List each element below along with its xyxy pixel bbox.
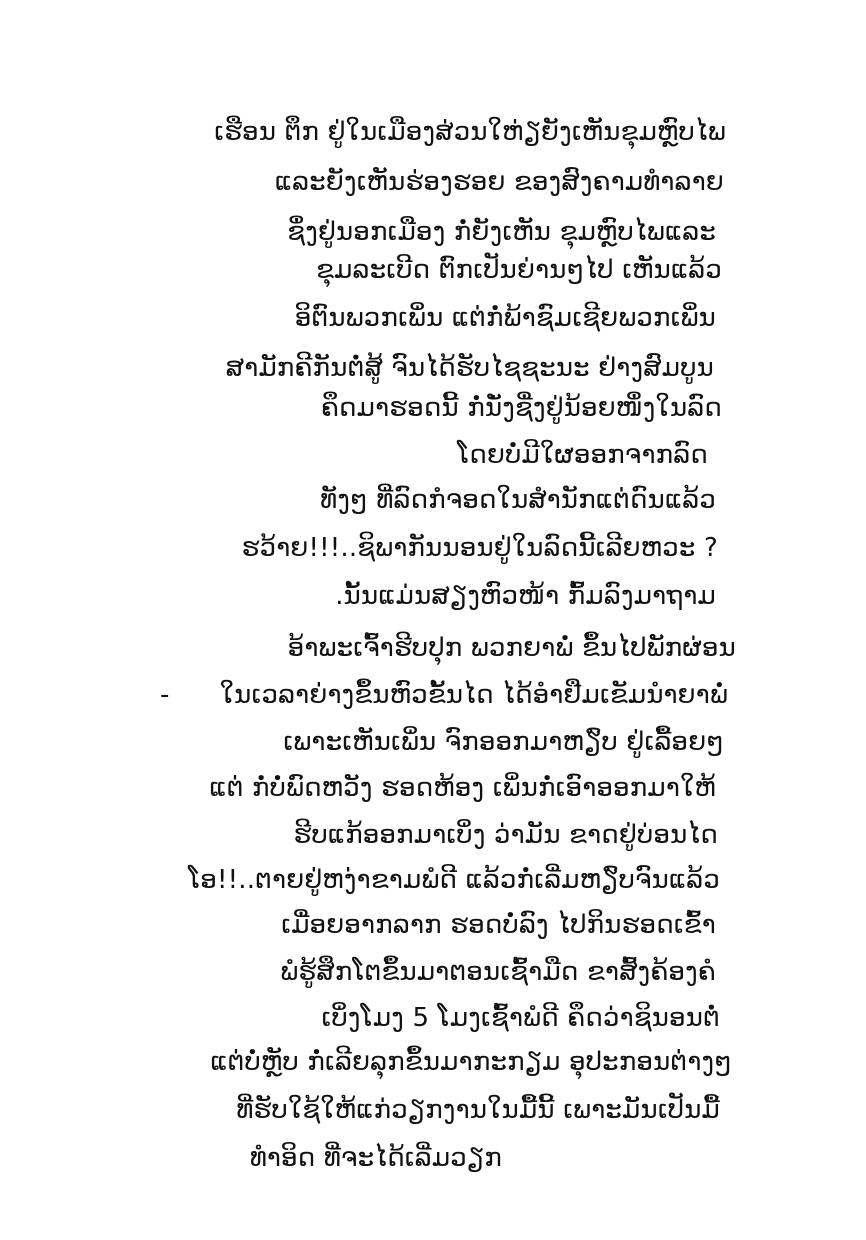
text-line: ຂຸມລະເບີດ ຕົກເປັນຍ່ານໆໄປ ເຫັນແລ້ວ <box>316 255 722 285</box>
text-line: ຮວ້າຍ!!!..ຊິພາກັນນອນຢູ່ໃນລົດນີ້ເລີຍຫວະ ? <box>241 533 718 563</box>
text-line: ຊຶ່ງຢູ່ນອກເມືອງ ກໍ່ຍັງເຫັນ ຂຸມຫຼົບໄພແລະ <box>287 217 716 247</box>
text-line: ສາມັກຄີກັນຕໍ່ສູ້ ຈົນໄດ້ຮັບໄຊຊະນະ ຢ່າງສົມບູນ <box>225 353 714 383</box>
text-line: ເບິ່ງໂມງ 5 ໂມງເຊົ້າພໍດີ ຄຶດວ່າຊິນອນຕໍ່ <box>321 1003 720 1033</box>
text-line: ໂດຍບໍ່ມີໃຜອອກຈາກລົດ <box>457 440 708 470</box>
text-line-with-dash <box>160 675 728 715</box>
text-line: ແຕ່ບໍ່ຫຼັບ ກໍ່ເລີຍລຸກຂຶ້ນມາກະກຽມ ອຸປະກອນຕ່າງໆ <box>210 1047 732 1077</box>
text-line: ໃນເວລາຍ່າງຂຶ້ນຫົວຂັ້ນໄດ ໄດ້ອຳຢືມເຂັມນຳຍາພໍ່ <box>219 680 728 710</box>
text-line: ອິຕົນພວກເພິ່ນ ແຕ່ກໍ່ພ້າຊົມເຊີຍພວກເພິ່ນ <box>294 303 716 333</box>
text-line: ພໍຮູ້ສຶກໂຕຂຶ້ນມາຕອນເຊົ້າມືດ ຂາສົ້ງຄ້ອງຄໍ <box>280 957 716 987</box>
text-line: ຮີບແກ້ອອກມາເບິ່ງ ວ່າມັນ ຂາດຢູ່ບ່ອນໄດ <box>293 820 718 850</box>
text-line: ແຕ່ ກໍ່ບໍ່ພົດຫວັງ ຮອດຫ້ອງ ເພິ່ນກໍ່ເອົາອອກມາໃຫ້ <box>209 773 716 803</box>
list-dash: - <box>160 680 170 710</box>
text-line: ເພາະເຫັນເພິ່ນ ຈົກອອກມາຫຽົບ ຢູ່ເລື້ອຍໆ <box>283 727 724 757</box>
text-line: ທີ່ຮັບໃຊ້ໃຫ້ແກ່ວຽກງານໃນມື້ນີ້ ເພາະມັນເປັນມື້ <box>236 1095 720 1125</box>
text-line: ໂອ!!..ຕາຍຢູ່ຫງ່າຂາມພໍດີ ແລ້ວກໍ່ເລີ່ມຫຽົບຈົນແລ້ວ <box>188 865 720 895</box>
text-line: ທຳອິດ ທີ່ຈະໄດ້ເລີ່ມວຽກ <box>249 1143 502 1173</box>
text-line: ແລະຍັງເຫັນຮ່ອງຮອຍ ຂອງສົງຄາມທຳລາຍ <box>274 167 724 197</box>
text-line: ຄຶດມາຮອດນີ້ ກໍ່ນັ່ງຊື່ງຢູ່ນ້ອຍໜຶ່ງໃນລົດ <box>320 393 722 423</box>
text-line: ເຮືອນ ຕຶກ ຢູ່ໃນເມືອງສ່ວນໃຫ່ຽຍັງເຫັນຂຸມຫຼົບໄພ <box>214 117 726 147</box>
text-line: ເມື່ອຍອາກລາກ ຮອດບໍ່ລົງ ໄປກິນຮອດເຂົ້າ <box>281 910 716 940</box>
text-line: ອ້າພະເຈົ້າຮີບປຸກ ພວກຍາພໍ່ ຂຶ້ນໄປພັກຜ່ອນ <box>287 633 736 663</box>
text-line: .ນັ້ນແມ່ນສຽງຫົວໜ້າ ກົ້ມລົງມາຖາມ <box>335 581 716 611</box>
text-line: ທັງໆ ທີ່ລົດກໍຈອດໃນສຳນັກແຕ່ດົນແລ້ວ <box>320 485 716 515</box>
